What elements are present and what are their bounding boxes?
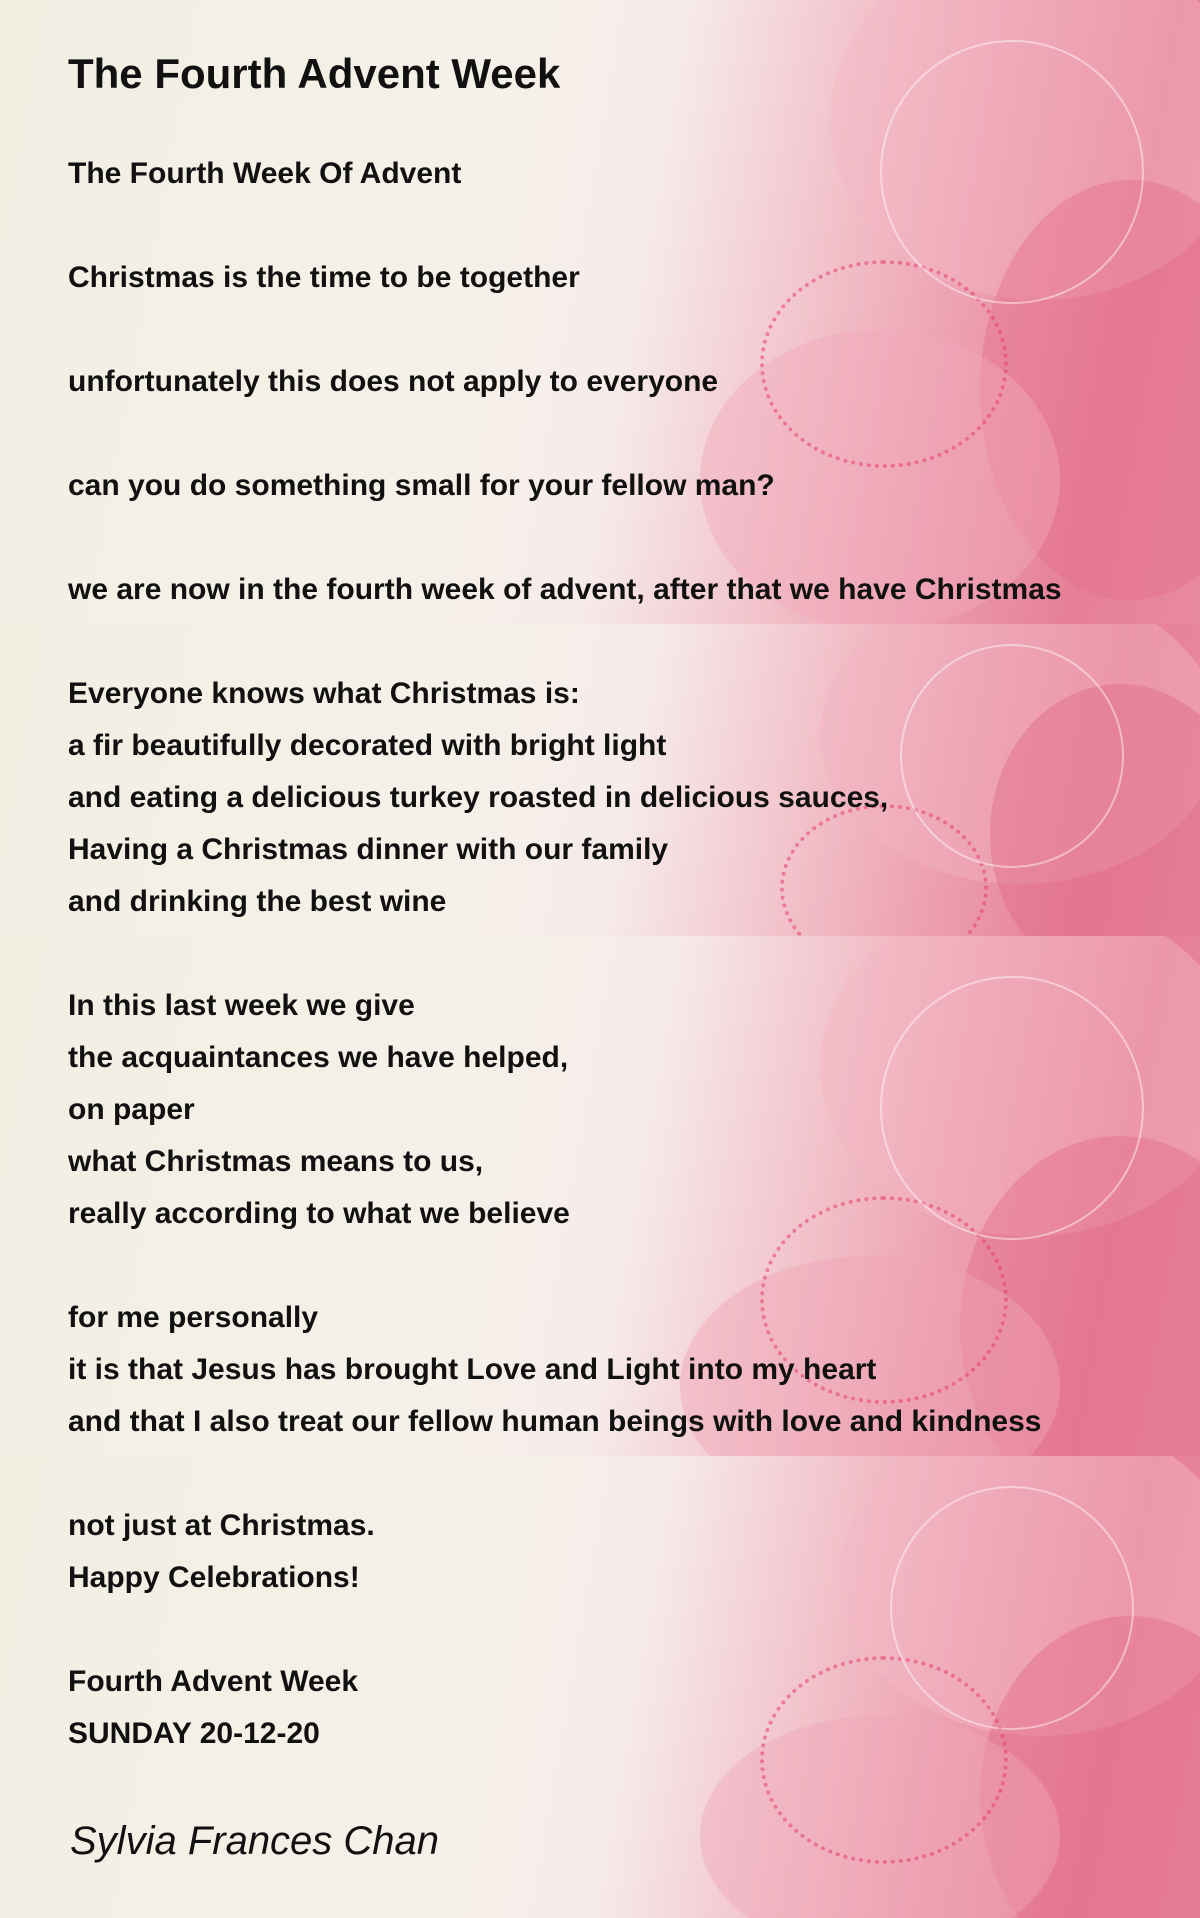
- poem-line: Everyone knows what Christmas is:: [68, 677, 580, 710]
- poem-line: In this last week we give: [68, 989, 415, 1022]
- poem-line: Christmas is the time to be together: [68, 261, 580, 294]
- poem-line: for me personally: [68, 1301, 319, 1334]
- poem-line: SUNDAY 20-12-20: [68, 1717, 320, 1750]
- poem-line: we are now in the fourth week of advent, after that we have Christmas: [68, 573, 1062, 606]
- poem-line: and eating a delicious turkey roasted in delicious sauces,: [68, 781, 889, 814]
- poem-line: really according to what we believe: [68, 1197, 570, 1230]
- poem-line: it is that Jesus has brought Love and Light into my heart: [68, 1353, 877, 1386]
- poem-line: Happy Celebrations!: [68, 1561, 360, 1594]
- poem-line: and that I also treat our fellow human beings with love and kindness: [68, 1405, 1042, 1438]
- poem-author: Sylvia Frances Chan: [70, 1819, 440, 1863]
- poem-line: Fourth Advent Week: [68, 1665, 359, 1698]
- poem-line: and drinking the best wine: [68, 885, 447, 918]
- poem-line: can you do something small for your fellow man?: [68, 469, 775, 502]
- poem-title: The Fourth Advent Week: [68, 50, 561, 97]
- poem-line: Having a Christmas dinner with our family: [68, 833, 669, 866]
- poem-line: on paper: [68, 1093, 195, 1126]
- poem-line: The Fourth Week Of Advent: [68, 157, 462, 190]
- poem-line: the acquaintances we have helped,: [68, 1041, 569, 1074]
- poem-line: a fir beautifully decorated with bright light: [68, 729, 667, 762]
- poem-line: not just at Christmas.: [68, 1509, 375, 1542]
- poem-line: unfortunately this does not apply to everyone: [68, 365, 719, 398]
- poem-line: what Christmas means to us,: [68, 1145, 484, 1178]
